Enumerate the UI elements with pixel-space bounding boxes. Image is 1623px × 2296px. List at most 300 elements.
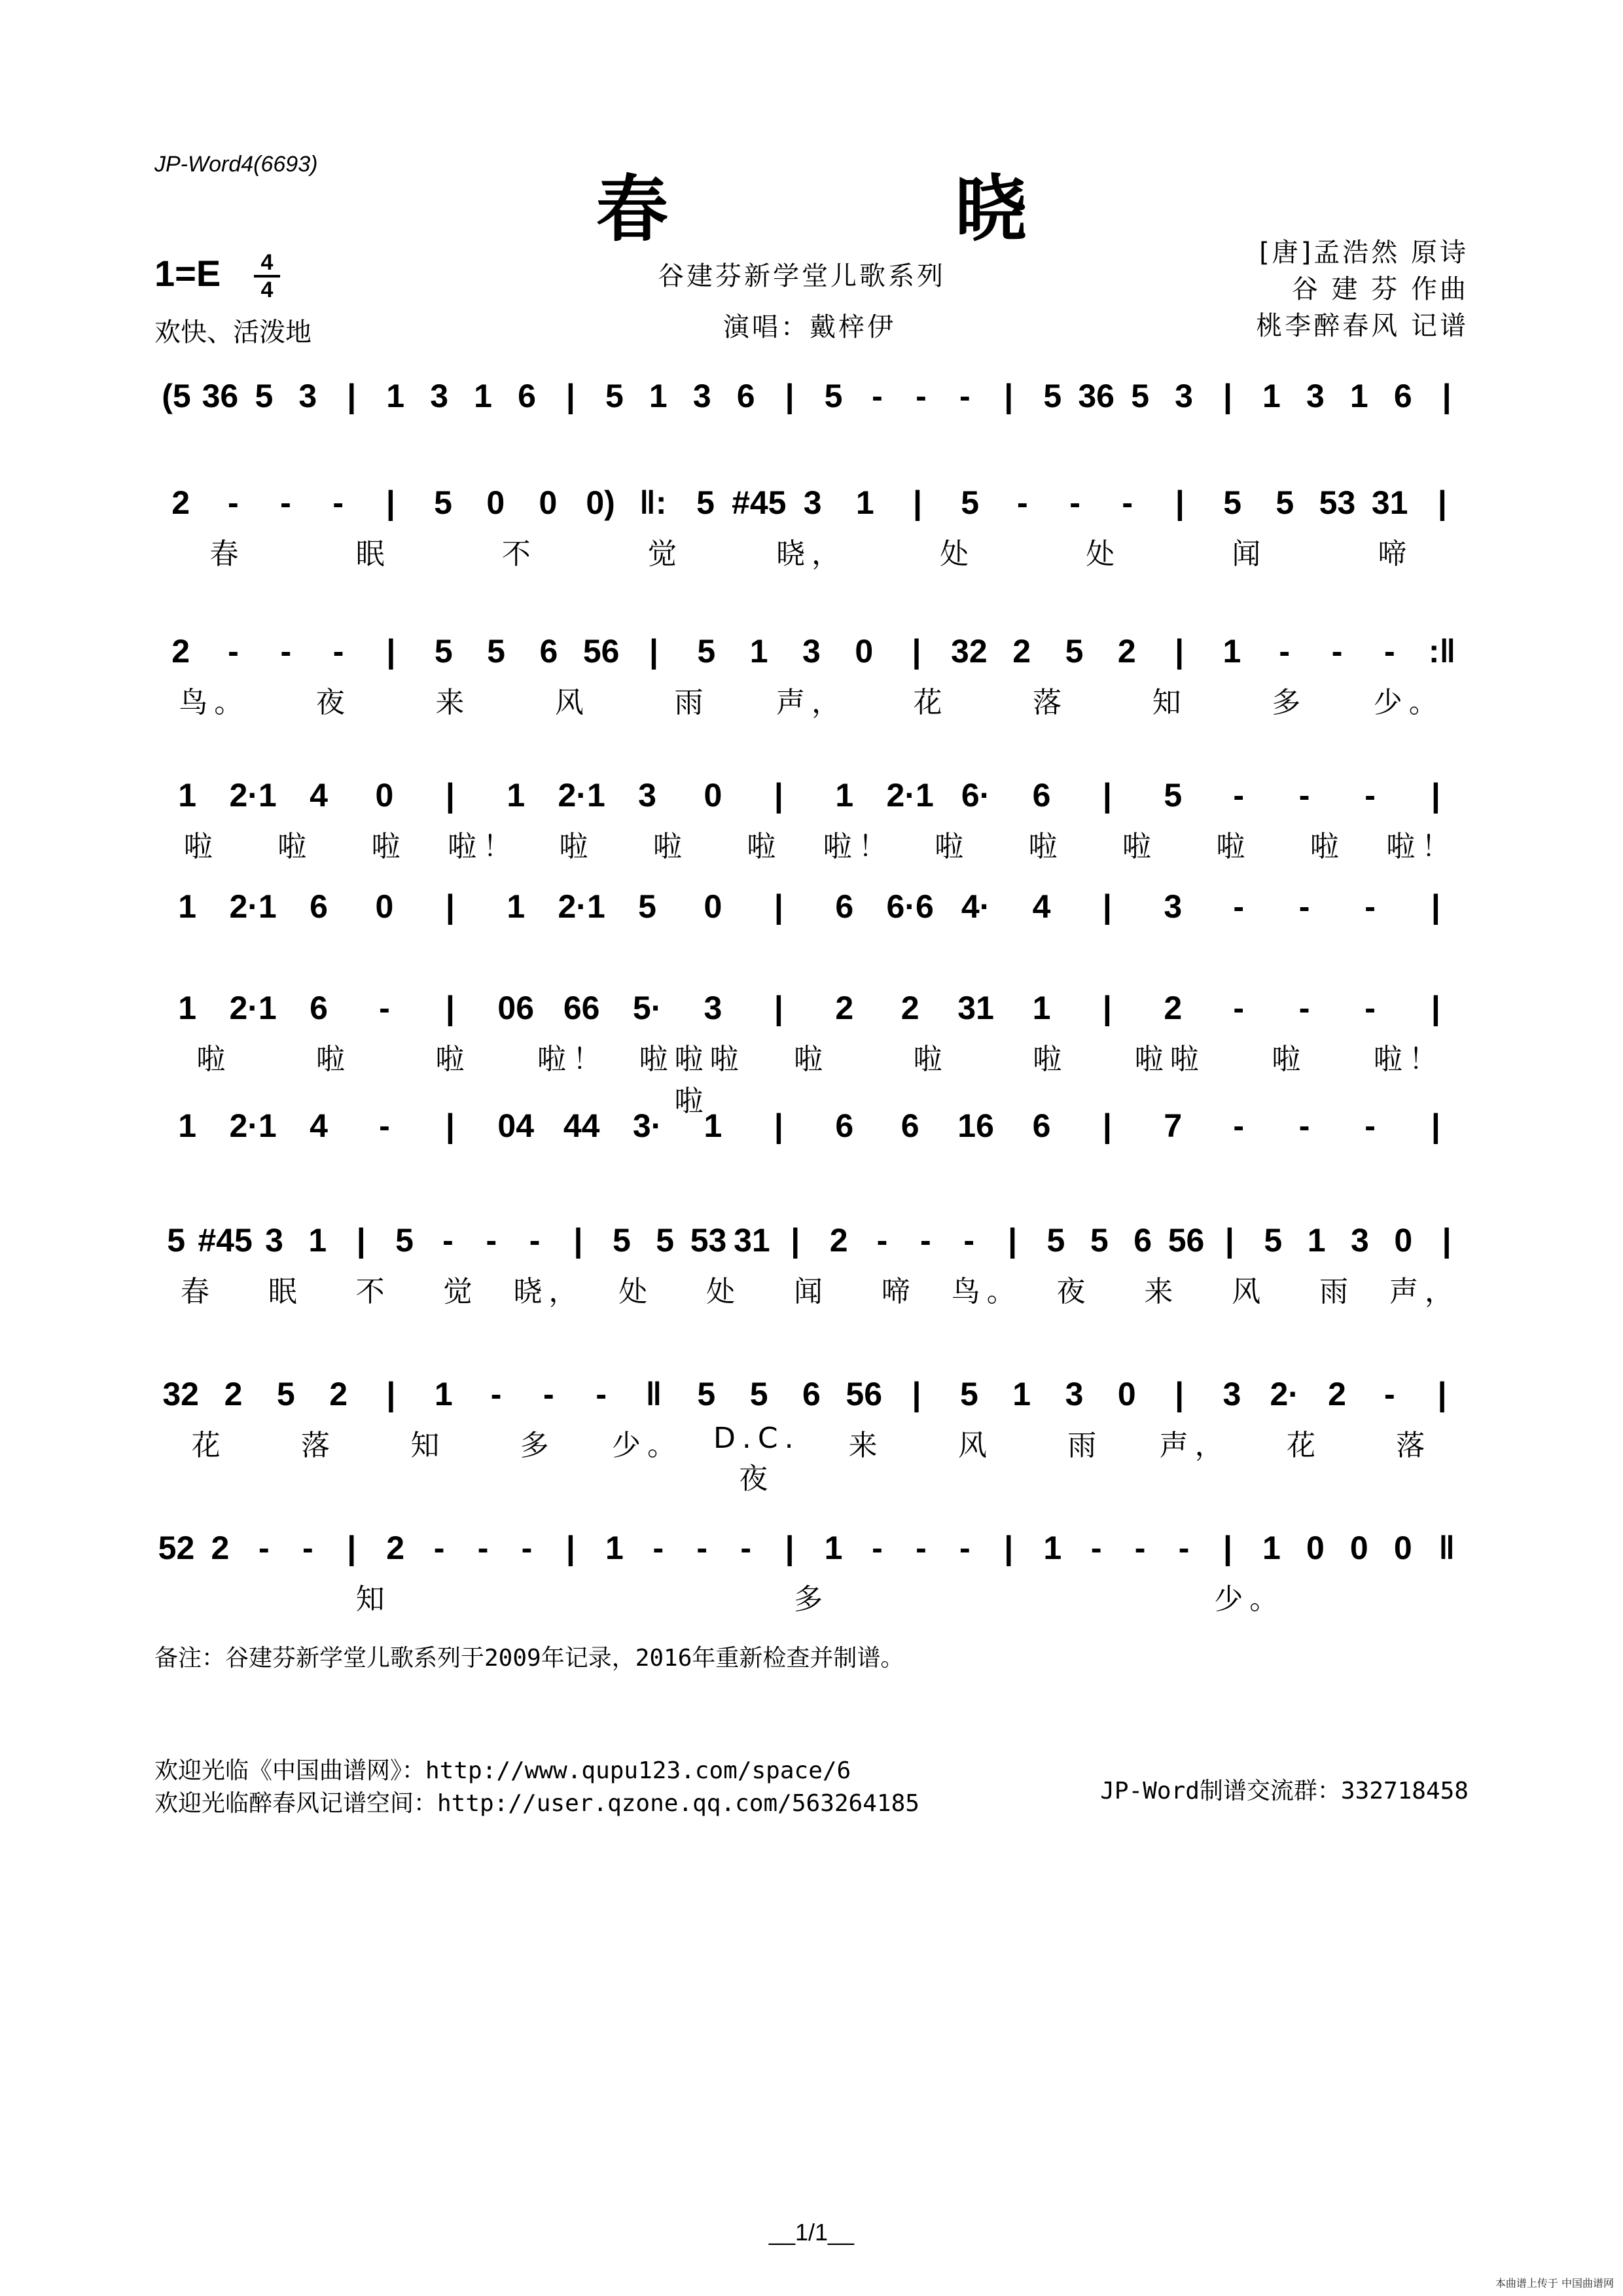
- barline: |: [774, 777, 783, 814]
- barline: |: [1431, 888, 1440, 925]
- barline: |: [785, 378, 794, 414]
- note: 5·: [632, 990, 662, 1026]
- note: -: [442, 1222, 454, 1259]
- note: 56: [582, 633, 620, 670]
- barline: |: [573, 1222, 583, 1259]
- barline: |: [1437, 484, 1447, 521]
- lyrics-line: [154, 1575, 1469, 1617]
- note: 1: [308, 1222, 327, 1259]
- note: 6: [1032, 777, 1051, 814]
- website-link-qupu[interactable]: 欢迎光临《中国曲谱网》：http://www.qupu123.com/space/6: [154, 1757, 851, 1784]
- note: 56: [846, 1376, 883, 1412]
- note: 3: [1175, 378, 1193, 414]
- notation-line: [154, 625, 1469, 677]
- lyric-syllable: 啼: [1378, 537, 1414, 571]
- note: 6: [539, 633, 558, 670]
- barline: |: [1102, 1107, 1112, 1144]
- note: -: [486, 1222, 497, 1259]
- notation-line: [154, 769, 1469, 821]
- note: -: [916, 1530, 927, 1566]
- lyric-syllable: 声，: [1389, 1275, 1460, 1308]
- lyric-syllable: 闻: [793, 1275, 829, 1308]
- note: -: [259, 1530, 270, 1566]
- barline: ‖: [1438, 1530, 1455, 1566]
- note: 6·6: [886, 888, 934, 925]
- lyric-syllable: 啦: [747, 830, 783, 863]
- barline: |: [1442, 378, 1452, 414]
- note: 3: [298, 378, 317, 414]
- lyric-syllable: 啦: [559, 830, 595, 863]
- note: 1: [1032, 990, 1051, 1026]
- note: 1: [1349, 378, 1368, 414]
- note: -: [433, 1530, 445, 1566]
- note: -: [280, 484, 291, 521]
- barline: |: [565, 378, 575, 414]
- note: 0: [1394, 1222, 1413, 1259]
- lyrics-line: [154, 679, 1469, 721]
- lyric-syllable: 春: [180, 1275, 216, 1308]
- note: 1: [1262, 378, 1281, 414]
- note: 1: [1307, 1222, 1326, 1259]
- lyric-syllable: 花: [191, 1429, 227, 1462]
- barline: |: [912, 633, 921, 670]
- lyric-syllable: 夜: [315, 686, 351, 719]
- note: 3: [1164, 888, 1183, 925]
- note: 1: [178, 1107, 197, 1144]
- notation-line: [154, 1214, 1469, 1266]
- note: 36: [1078, 378, 1115, 414]
- note: 2: [171, 484, 190, 521]
- lyric-syllable: 啦啦啦啦: [639, 1043, 745, 1118]
- barline: |: [1175, 633, 1185, 670]
- note: 2·1: [558, 888, 605, 925]
- lyric-syllable: 来: [1144, 1275, 1180, 1308]
- lyric-syllable: 啦: [183, 830, 219, 863]
- note: 4: [1032, 888, 1051, 925]
- note: 32: [162, 1376, 199, 1412]
- lyric-syllable: 多: [1272, 686, 1308, 719]
- note: 6: [1393, 378, 1412, 414]
- note: 2·1: [229, 777, 277, 814]
- lyric-syllable: D.C.夜: [713, 1422, 800, 1496]
- barline: |: [386, 633, 396, 670]
- note: 36: [202, 378, 239, 414]
- note: -: [477, 1530, 489, 1566]
- lyric-syllable: 声，: [1159, 1429, 1230, 1462]
- note: 1: [1043, 1530, 1062, 1566]
- barline: |: [1224, 1222, 1234, 1259]
- lyric-syllable: 雨: [1067, 1429, 1103, 1462]
- barline: |: [1008, 1222, 1018, 1259]
- barline: |: [785, 1530, 794, 1566]
- lyric-syllable: 啦！: [823, 830, 894, 863]
- lyric-syllable: 啦: [652, 830, 688, 863]
- page-number: __1/1__: [768, 2219, 855, 2246]
- lyric-syllable: 鸟。: [179, 686, 250, 719]
- note: 2: [1012, 633, 1031, 670]
- note: -: [872, 1530, 883, 1566]
- note: 0: [375, 777, 394, 814]
- note: -: [916, 378, 927, 414]
- note: 5: [276, 1376, 295, 1412]
- lyric-syllable: 花: [1286, 1429, 1322, 1462]
- lyric-syllable: 啦: [1310, 830, 1346, 863]
- note: 5: [824, 378, 843, 414]
- note: 31: [957, 990, 994, 1026]
- barline: |: [1004, 378, 1014, 414]
- note: 5: [656, 1222, 675, 1259]
- lyric-syllable: 雨: [674, 686, 710, 719]
- note: 1: [824, 1530, 843, 1566]
- note: -: [1384, 633, 1395, 670]
- credit-composer: 谷 建 芬 作曲: [1291, 274, 1469, 304]
- note: 3: [802, 633, 821, 670]
- lyric-syllable: 声，: [776, 686, 847, 719]
- note: 04: [497, 1107, 535, 1144]
- note: -: [521, 1530, 533, 1566]
- note: 6: [901, 1107, 919, 1144]
- note: 0: [1306, 1530, 1325, 1566]
- barline: |: [774, 990, 783, 1026]
- lyric-syllable: 啦: [1028, 830, 1064, 863]
- barline: |: [1431, 990, 1440, 1026]
- note: 5: [1131, 378, 1149, 414]
- barline: |: [912, 1376, 921, 1412]
- note: 5: [1164, 777, 1183, 814]
- website-link-qzone[interactable]: 欢迎光临醉春风记谱空间：http://user.qzone.qq.com/563264185: [154, 1790, 919, 1817]
- note: 3·: [632, 1107, 662, 1144]
- lyric-syllable: 风: [554, 686, 590, 719]
- time-signature-bottom: 4: [260, 278, 274, 302]
- note: 5: [1046, 1222, 1065, 1259]
- note: 16: [957, 1107, 994, 1144]
- note: -: [1364, 1107, 1376, 1144]
- note: -: [920, 1222, 931, 1259]
- note: -: [332, 484, 344, 521]
- note: 5: [395, 1222, 414, 1259]
- lyric-syllable: 啦！: [537, 1043, 608, 1076]
- note: 3: [704, 990, 722, 1026]
- lyric-syllable: 来: [848, 1429, 884, 1462]
- upload-note: 本曲谱上传于 中国曲谱网: [1495, 2277, 1614, 2289]
- note: -: [1178, 1530, 1190, 1566]
- note: 3: [1065, 1376, 1084, 1412]
- barline: |: [445, 777, 455, 814]
- note: 1: [649, 378, 668, 414]
- note: -: [1090, 1530, 1102, 1566]
- note: 0: [539, 484, 558, 521]
- barline: |: [1222, 378, 1232, 414]
- note: 53: [690, 1222, 727, 1259]
- note: -: [959, 1530, 971, 1566]
- note: 5: [605, 378, 624, 414]
- lyric-syllable: 知: [355, 1583, 391, 1616]
- lyric-syllable: 啦: [794, 1043, 829, 1076]
- note: 5: [434, 633, 453, 670]
- note: 2: [1164, 990, 1183, 1026]
- barline: |: [347, 378, 357, 414]
- note: 6: [835, 888, 854, 925]
- note: -: [379, 990, 390, 1026]
- remark-note: 备注：谷建芬新学堂儿歌系列于2009年记录，2016年重新检查并制谱。: [154, 1645, 904, 1672]
- barline: |: [445, 990, 455, 1026]
- note: 1: [474, 378, 492, 414]
- note: 2: [1117, 633, 1136, 670]
- barline: ‖: [645, 1376, 662, 1412]
- barline: |: [774, 888, 783, 925]
- note: 2: [224, 1376, 243, 1412]
- notation-line: [154, 370, 1469, 422]
- lyric-syllable: 啼: [881, 1275, 917, 1308]
- barline: |: [1442, 1222, 1452, 1259]
- note: 1: [605, 1530, 624, 1566]
- note: #45: [732, 484, 787, 521]
- lyric-syllable: 处: [940, 537, 976, 571]
- note: -: [379, 1107, 390, 1144]
- note: 5: [167, 1222, 186, 1259]
- lyric-syllable: 风: [1232, 1275, 1268, 1308]
- note: 2·: [1270, 1376, 1299, 1412]
- note: (5: [162, 378, 191, 414]
- note: 5: [1264, 1222, 1283, 1259]
- note: 0): [586, 484, 615, 521]
- note: 1: [1012, 1376, 1031, 1412]
- note: 5: [959, 1376, 978, 1412]
- barline: |: [912, 484, 922, 521]
- notation-line: [154, 476, 1469, 529]
- note: 3: [1351, 1222, 1369, 1259]
- note: 31: [1371, 484, 1408, 521]
- note: #45: [198, 1222, 253, 1259]
- note: 5: [1223, 484, 1241, 521]
- barline: |: [347, 1530, 357, 1566]
- barline: |: [791, 1222, 800, 1259]
- note: 44: [563, 1107, 600, 1144]
- lyric-syllable: 啦: [277, 830, 313, 863]
- lyric-syllable: 觉: [443, 1275, 479, 1308]
- lyric-syllable: 雨: [1319, 1275, 1355, 1308]
- note: 5: [612, 1222, 631, 1259]
- barline: |: [445, 888, 455, 925]
- note: 52: [158, 1530, 195, 1566]
- note: -: [1384, 1376, 1395, 1412]
- barline: |: [1431, 1107, 1440, 1144]
- lyric-syllable: 多: [793, 1583, 829, 1616]
- credits-block: [1256, 234, 1469, 344]
- barline: |: [1102, 888, 1112, 925]
- note: 2: [901, 990, 919, 1026]
- note: -: [1233, 777, 1245, 814]
- key-signature: 1=E: [154, 253, 221, 294]
- lyric-syllable: 啦: [1216, 830, 1252, 863]
- credit-poet: [唐]孟浩然 原诗: [1259, 238, 1469, 268]
- note: -: [1364, 777, 1376, 814]
- note: 5: [1065, 633, 1084, 670]
- note: 3: [803, 484, 822, 521]
- lyric-syllable: 知: [410, 1429, 446, 1462]
- note: -: [280, 633, 292, 670]
- note: 2·1: [229, 990, 277, 1026]
- note: 1: [1262, 1530, 1281, 1566]
- barline: |: [445, 1107, 455, 1144]
- note: -: [596, 1376, 607, 1412]
- lyric-syllable: 处: [618, 1275, 654, 1308]
- lyric-syllable: 落: [1033, 686, 1069, 719]
- note: -: [1298, 1107, 1310, 1144]
- lyric-syllable: 啦！: [1386, 830, 1457, 863]
- note: 5: [696, 484, 715, 521]
- barline: ‖:: [639, 484, 667, 521]
- note: -: [652, 1530, 664, 1566]
- note: -: [1298, 777, 1310, 814]
- note: 1: [835, 777, 854, 814]
- lyric-syllable: 来: [435, 686, 471, 719]
- lyric-syllable: 啦: [371, 830, 407, 863]
- note: 53: [1319, 484, 1356, 521]
- note: 31: [734, 1222, 770, 1259]
- lyric-syllable: 啦: [435, 1043, 471, 1076]
- note: 1: [178, 888, 197, 925]
- note: 5: [697, 633, 716, 670]
- lyric-syllable: 眠: [355, 537, 391, 571]
- note: -: [228, 633, 239, 670]
- barline: |: [356, 1222, 366, 1259]
- lyric-syllable: 啦！: [447, 830, 518, 863]
- note: 0: [375, 888, 394, 925]
- note: -: [227, 484, 239, 521]
- lyric-syllable: 晓，: [776, 537, 847, 571]
- note: 2·1: [229, 888, 277, 925]
- note: 2: [386, 1530, 405, 1566]
- note: 1: [434, 1376, 453, 1412]
- note: 6: [310, 990, 328, 1026]
- note: 6: [802, 1376, 821, 1412]
- time-signature: [254, 251, 280, 301]
- note: -: [959, 378, 971, 414]
- note: 5: [434, 484, 452, 521]
- note: 3: [1222, 1376, 1241, 1412]
- note: 5: [961, 484, 980, 521]
- note: 0: [486, 484, 505, 521]
- credit-transcriber: 桃李醉春风 记谱: [1256, 311, 1469, 341]
- note: 0: [1117, 1376, 1136, 1412]
- note: 0: [704, 777, 722, 814]
- note: -: [1331, 633, 1343, 670]
- note: 6: [310, 888, 328, 925]
- note: -: [1069, 484, 1080, 521]
- lyrics-line: [154, 1268, 1469, 1310]
- lyric-syllable: 啦: [1122, 830, 1158, 863]
- note: -: [1279, 633, 1291, 670]
- notation-line: [154, 1368, 1469, 1420]
- note: 1: [178, 777, 197, 814]
- note: 5: [487, 633, 505, 670]
- note: 4: [310, 777, 328, 814]
- note: 3: [1306, 378, 1325, 414]
- lyric-syllable: 啦: [913, 1043, 949, 1076]
- note: 2·1: [886, 777, 934, 814]
- note: 4: [310, 1107, 328, 1144]
- lyric-syllable: 晓，: [513, 1275, 584, 1308]
- note: -: [529, 1222, 541, 1259]
- note: 6: [1133, 1222, 1152, 1259]
- note: -: [1364, 990, 1376, 1026]
- lyric-syllable: 啦: [196, 1043, 232, 1076]
- notation-line: [154, 880, 1469, 933]
- lyrics-line: [154, 823, 1469, 865]
- note: 0: [1349, 1530, 1368, 1566]
- note: 1: [1222, 633, 1241, 670]
- note: 2: [171, 633, 190, 670]
- barline: |: [1175, 1376, 1185, 1412]
- lyric-syllable: 处: [706, 1275, 742, 1308]
- lyric-syllable: 花: [913, 686, 949, 719]
- note: 3: [430, 378, 448, 414]
- barline: |: [1431, 777, 1440, 814]
- barline: :‖: [1428, 633, 1456, 670]
- note: -: [696, 1530, 708, 1566]
- note: 5: [255, 378, 274, 414]
- note: -: [1017, 484, 1028, 521]
- note: 66: [563, 990, 600, 1026]
- note: 2: [211, 1530, 230, 1566]
- note: 5: [1275, 484, 1294, 521]
- note: 1: [178, 990, 197, 1026]
- note: -: [1134, 1530, 1146, 1566]
- lyric-syllable: 夜: [1056, 1275, 1092, 1308]
- lyric-syllable: 啦: [315, 1043, 351, 1076]
- note: 1: [855, 484, 874, 521]
- lyric-syllable: 少。: [611, 1429, 683, 1462]
- time-signature-top: 4: [260, 250, 274, 275]
- lyric-syllable: 春: [209, 537, 245, 571]
- note: 56: [1168, 1222, 1205, 1259]
- note: -: [490, 1376, 502, 1412]
- note: 5: [1090, 1222, 1109, 1259]
- lyric-syllable: 处: [1086, 537, 1122, 571]
- note: 6: [1032, 1107, 1051, 1144]
- note: 5: [638, 888, 656, 925]
- lyric-syllable: 啦: [935, 830, 971, 863]
- note: 3: [692, 378, 711, 414]
- note: -: [1122, 484, 1133, 521]
- note: 06: [497, 990, 535, 1026]
- note: -: [1298, 888, 1310, 925]
- barline: |: [774, 1107, 783, 1144]
- note: 3: [638, 777, 656, 814]
- note: -: [1298, 990, 1310, 1026]
- note: -: [1233, 888, 1245, 925]
- note: 2: [829, 1222, 848, 1259]
- barline: |: [1437, 1376, 1447, 1412]
- singer-credit: 演唱：戴梓伊: [723, 312, 896, 342]
- note: 6: [736, 378, 755, 414]
- note: -: [332, 633, 344, 670]
- note: 0: [855, 633, 874, 670]
- note: -: [302, 1530, 313, 1566]
- note: -: [963, 1222, 975, 1259]
- page-title: 春 晓: [596, 167, 1158, 251]
- note: 7: [1164, 1107, 1183, 1144]
- note: 6: [518, 378, 536, 414]
- note: 6: [835, 1107, 854, 1144]
- software-tag: JP-Word4(6693): [154, 152, 318, 177]
- notation-line: [154, 1100, 1469, 1152]
- barline: |: [649, 633, 658, 670]
- note: 5: [749, 1376, 768, 1412]
- note: 5: [1043, 378, 1062, 414]
- note: -: [543, 1376, 554, 1412]
